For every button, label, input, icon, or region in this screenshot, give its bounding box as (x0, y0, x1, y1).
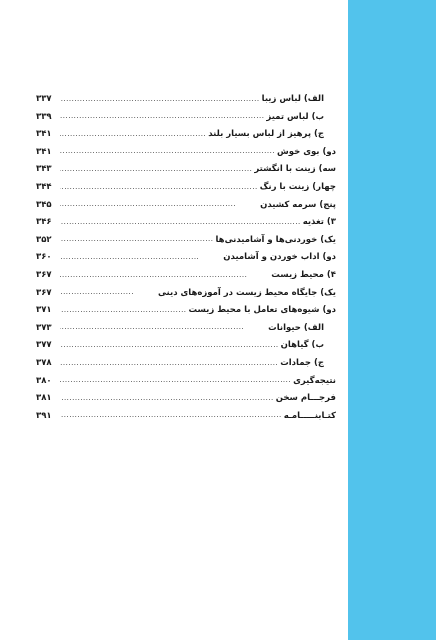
dot-leader (60, 219, 301, 226)
toc-entry-title: فرجـــام سخن (275, 393, 336, 404)
toc-entry-taghzieh[interactable] (36, 209, 336, 227)
dot-leader (60, 272, 247, 279)
toc-entry-parhiz[interactable] (36, 121, 336, 139)
toc-entry-rang[interactable] (36, 174, 336, 192)
toc-entry-title: الف) لباس زیبا (261, 94, 324, 105)
toc-entry-title: ۴) محیط زیست (271, 270, 336, 281)
toc-entry-page: ۳۶۷ (36, 270, 52, 281)
toc-entry-jamadat[interactable] (36, 350, 336, 368)
dot-leader (60, 184, 258, 191)
toc-entry-title: کتـابنـــــامـه (283, 410, 336, 421)
dot-leader (60, 377, 291, 384)
toc-entry-page: ۳۴۴ (36, 182, 52, 193)
toc-entry-page: ۳۴۳ (36, 164, 52, 175)
dot-leader (60, 201, 236, 208)
toc-entry-page: ۳۵۲ (36, 234, 52, 245)
dot-leader (60, 307, 187, 314)
toc-entry-natijeh[interactable] (36, 368, 336, 386)
toc-entry-page: ۳۶۰ (36, 252, 52, 263)
toc-entry-libas-ziba[interactable] (36, 86, 336, 104)
dot-leader (60, 113, 264, 120)
toc-entry-angoshtar[interactable] (36, 156, 336, 174)
toc-entry-page: ۳۸۰ (36, 375, 52, 386)
dot-leader (60, 148, 275, 155)
toc-entry-page: ۳۸۱ (36, 393, 52, 404)
toc-entry-mohit-zist[interactable] (36, 262, 336, 280)
dot-leader (60, 395, 274, 402)
toc-entry-page: ۳۴۱ (36, 146, 52, 157)
toc-entry-page: ۳۷۸ (36, 358, 52, 368)
toc-entry-page: ۳۷۷ (36, 340, 52, 351)
toc-entry-page: ۳۹۱ (36, 410, 52, 421)
dot-leader (60, 412, 282, 419)
toc-entry-shiveh-tamol[interactable] (36, 297, 336, 315)
toc-entry-title: سه) زینت با انگشتر (254, 164, 336, 175)
toc-entry-title: ب) گیاهان (280, 340, 324, 351)
toc-entry-title: ج) پرهیز از لباس بسیار بلند (208, 129, 324, 140)
dot-leader (60, 131, 206, 138)
toc-entry-title: دو) اداب خوردن و آشامیدن (223, 252, 336, 263)
toc-entry-title: دو) شیوه‌های تعامل با محیط زیست (188, 305, 336, 316)
toc-entry-page: ۳۴۶ (36, 217, 52, 228)
dot-leader (60, 166, 252, 173)
toc-entry-title: یک) جایگاه محیط زیست در آموزه‌های دینی (157, 287, 336, 298)
table-of-contents (36, 86, 336, 420)
toc-entry-giyahan[interactable] (36, 332, 336, 350)
toc-entry-page: ۳۷۳ (36, 322, 52, 333)
toc-entry-title: الف) حیوانات (268, 322, 324, 333)
dot-leader (60, 342, 279, 349)
toc-entry-title: ۳) تغذیه (302, 217, 336, 228)
toc-entry-sormeh[interactable] (36, 192, 336, 210)
toc-entry-khordaniha[interactable] (36, 227, 336, 245)
toc-entry-page: ۳۶۷ (36, 287, 52, 298)
toc-entry-libas-tamiz[interactable] (36, 104, 336, 122)
toc-entry-heyvanat[interactable] (36, 315, 336, 333)
dot-leader (60, 289, 134, 296)
toc-entry-page: ۳۴۵ (36, 199, 52, 210)
toc-entry-farjam[interactable] (36, 385, 336, 403)
toc-entry-adab-khordan[interactable] (36, 244, 336, 262)
toc-entry-jaygah-mohit[interactable] (36, 280, 336, 298)
decorative-side-band (348, 0, 436, 640)
toc-entry-page: ۳۷۱ (36, 305, 52, 316)
toc-entry-title: چهار) زینت با رنگ (259, 182, 336, 193)
dot-leader (60, 360, 278, 367)
toc-entry-page: ۳۳۹ (36, 111, 52, 122)
toc-entry-title: پنج) سرمه کشیدن (260, 199, 336, 210)
toc-entry-title: دو) بوی خوش (277, 146, 336, 157)
toc-entry-title: نتیجه‌گیری (293, 375, 336, 386)
dot-leader (60, 236, 213, 243)
toc-entry-title: ب) لباس تمیز (266, 111, 324, 122)
dot-leader (60, 324, 244, 331)
toc-entry-buye-khosh[interactable] (36, 139, 336, 157)
toc-entry-title: یک) خوردنی‌ها و آشامیدنی‌ها (215, 234, 336, 245)
dot-leader (60, 96, 260, 103)
dot-leader (60, 254, 199, 261)
toc-entry-page: ۳۳۷ (36, 94, 52, 105)
toc-entry-title: ج) جمادات (280, 358, 324, 368)
toc-entry-page: ۳۴۱ (36, 129, 52, 140)
toc-entry-ketabnameh[interactable] (36, 403, 336, 421)
